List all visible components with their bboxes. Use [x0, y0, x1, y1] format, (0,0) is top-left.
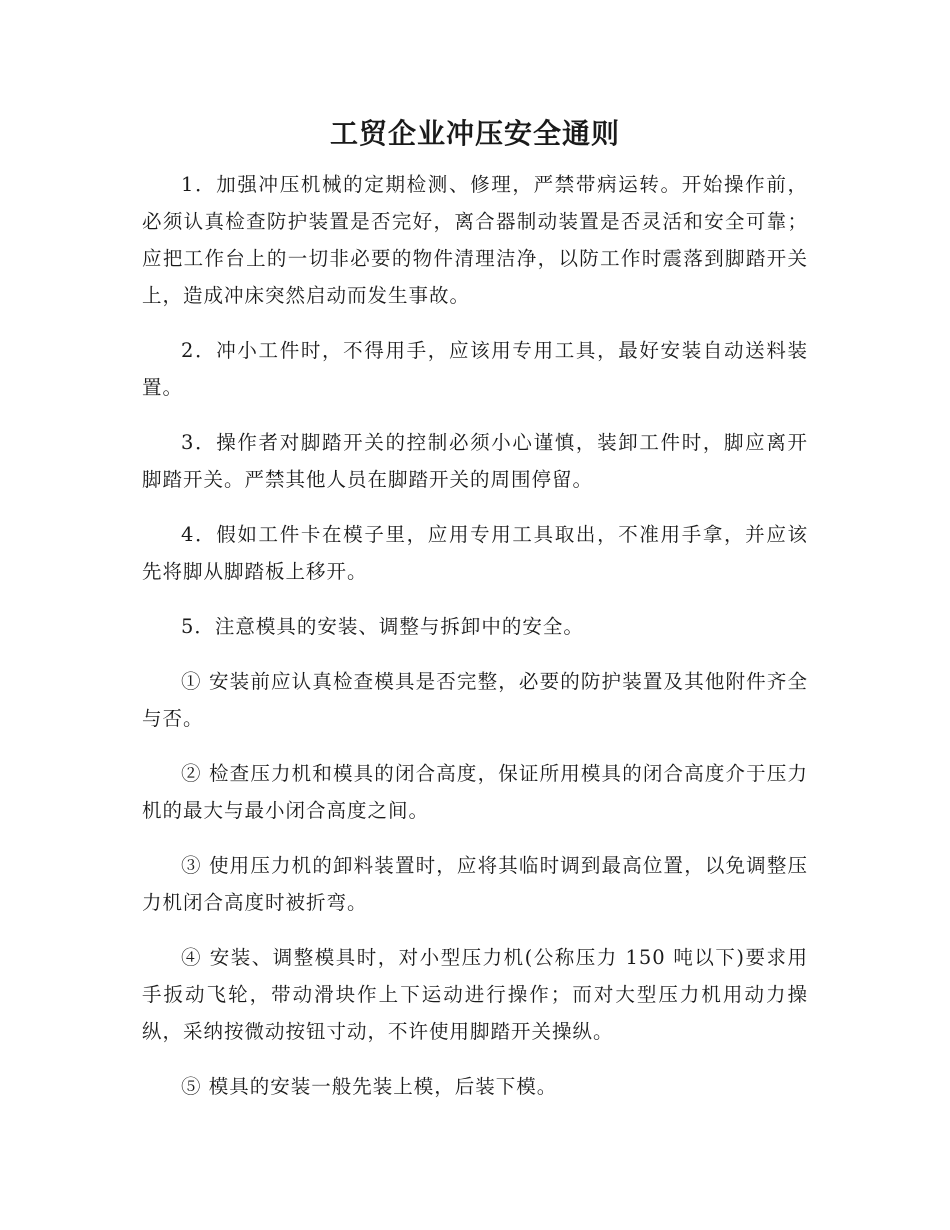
- paragraph-rule-1: 1．加强冲压机械的定期检测、修理，严禁带病运转。开始操作前，必须认真检查防护装置是否完好，离合器制动装置是否灵活和安全可靠；应把工作台上的一切非必要的物件清理洁净，以防工作时震落到脚踏开关上，造成冲床突然启动而发生事故。: [142, 173, 808, 307]
- document-body: [142, 112, 808, 1123]
- paragraph-subitem-4: ④ 安装、调整模具时，对小型压力机(公称压力 150 吨以下)要求用手扳动飞轮，带动滑块作上下运动进行操作；而对大型压力机用动力操纵，采纳按微动按钮寸动，不许使用脚踏开关操纵。: [142, 946, 808, 1043]
- paragraph-rule-4: 4．假如工件卡在模子里，应用专用工具取出，不准用手拿，并应该先将脚从脚踏板上移开。: [142, 523, 808, 583]
- paragraph-rule-2: 2．冲小工件时，不得用手，应该用专用工具，最好安装自动送料装置。: [142, 339, 808, 399]
- paragraph-rule-3: 3．操作者对脚踏开关的控制必须小心谨慎，装卸工件时，脚应离开脚踏开关。严禁其他人员在脚踏开关的周围停留。: [142, 431, 808, 491]
- paragraph-subitem-1: ① 安装前应认真检查模具是否完整，必要的防护装置及其他附件齐全与否。: [142, 670, 808, 730]
- paragraph-subitem-5: ⑤ 模具的安装一般先装上模，后装下模。: [181, 1075, 558, 1098]
- paragraph-rule-5: 5．注意模具的安装、调整与拆卸中的安全。: [181, 615, 584, 638]
- document-title: 工贸企业冲压安全通则: [329, 117, 620, 150]
- paragraph-subitem-2: ② 检查压力机和模具的闭合高度，保证所用模具的闭合高度介于压力机的最大与最小闭合高度之间。: [142, 762, 808, 822]
- paragraph-subitem-3: ③ 使用压力机的卸料装置时，应将其临时调到最高位置，以免调整压力机闭合高度时被折弯。: [142, 854, 808, 914]
